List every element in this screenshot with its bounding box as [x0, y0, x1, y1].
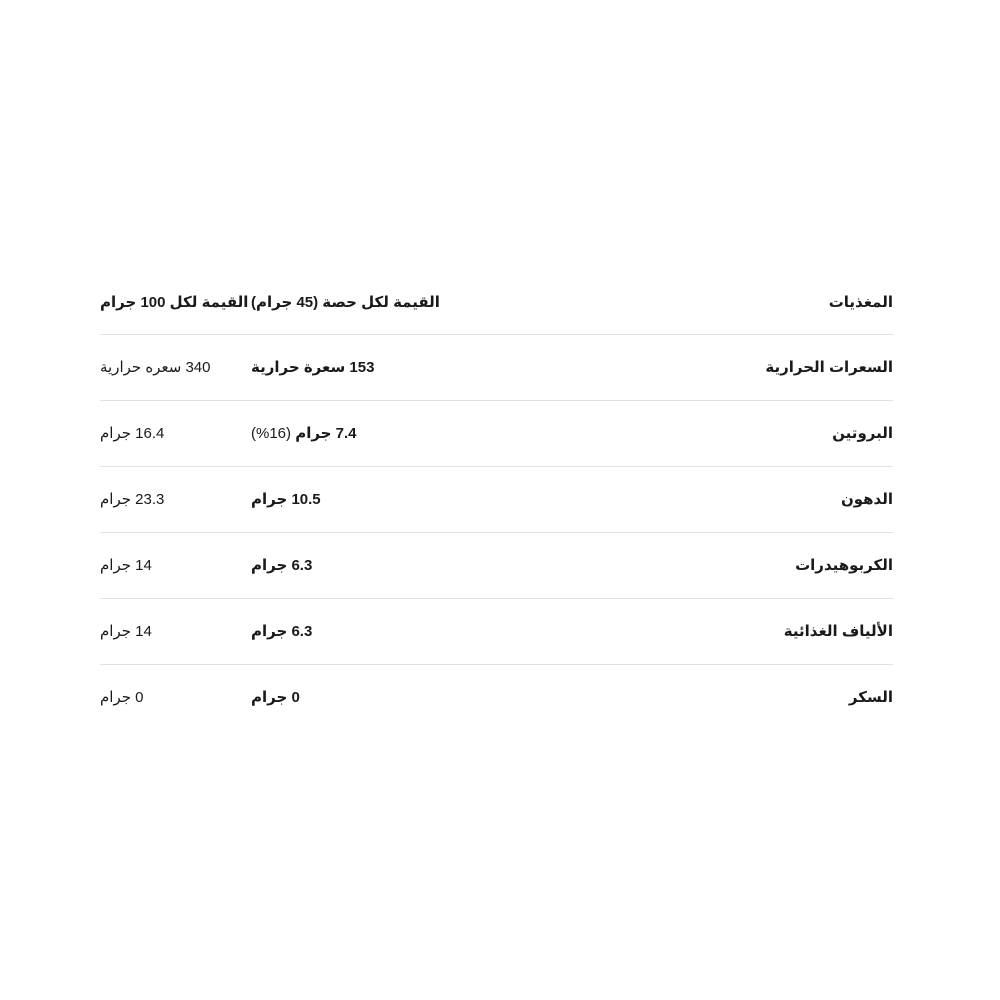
per-100g-sugar [100, 664, 251, 730]
header-per-100g-text: القيمة لكل 100 جرام [100, 293, 249, 311]
per-100g-protein-value: 16.4 جرام [100, 425, 165, 442]
per-100g-calories-value: 340 سعره حرارية [100, 359, 211, 376]
header-per-100g [100, 270, 251, 334]
per-serving-protein-percent: (16%) [251, 425, 292, 442]
nutrient-name-protein: البروتين [832, 425, 893, 442]
header-per-serving [251, 270, 631, 334]
table-row [100, 532, 893, 598]
per-100g-fat [100, 466, 251, 532]
nutrient-name-fat: الدهون [840, 491, 893, 508]
table-row [100, 400, 893, 466]
nutrition-table [100, 270, 893, 730]
per-serving-protein [251, 400, 631, 466]
per-100g-carbohydrates [100, 532, 251, 598]
per-100g-carbohydrates-value: 14 جرام [100, 557, 152, 574]
per-100g-fiber [100, 598, 251, 664]
table-row [100, 334, 893, 400]
per-serving-calories [251, 334, 631, 400]
per-100g-protein [100, 400, 251, 466]
nutrient-name-sugar: السكر [848, 689, 893, 707]
per-serving-sugar-value: 0 جرام [251, 689, 300, 707]
per-serving-fiber-value: 6.3 جرام [251, 623, 313, 640]
per-serving-fiber [251, 598, 631, 664]
per-serving-carbohydrates [251, 532, 631, 598]
per-100g-sugar-value: 0 جرام [100, 689, 144, 707]
per-100g-fiber-value: 14 جرام [100, 623, 152, 640]
per-100g-calories [100, 334, 251, 400]
per-serving-sugar [251, 664, 631, 730]
table-header [100, 270, 893, 334]
nutrient-name-calories: السعرات الحرارية [765, 359, 893, 376]
per-serving-protein-value: 7.4 جرام [295, 425, 357, 442]
table-row [100, 664, 893, 730]
table-row [100, 598, 893, 664]
per-100g-fat-value: 23.3 جرام [100, 491, 165, 508]
header-row [100, 270, 893, 334]
per-serving-carbohydrates-value: 6.3 جرام [251, 557, 313, 574]
header-per-serving-text: القيمة لكل حصة (45 جرام) [251, 293, 440, 311]
header-nutrient: المغذيات [631, 270, 893, 334]
nutrient-name-carbohydrates: الكربوهيدرات [795, 557, 893, 574]
nutrient-name-fiber: الألياف الغذائية [783, 623, 893, 640]
per-serving-fat-value: 10.5 جرام [251, 491, 321, 508]
per-serving-calories-value: 153 سعرة حرارية [251, 359, 375, 376]
table-body [100, 334, 893, 730]
table-row [100, 466, 893, 532]
per-serving-fat [251, 466, 631, 532]
